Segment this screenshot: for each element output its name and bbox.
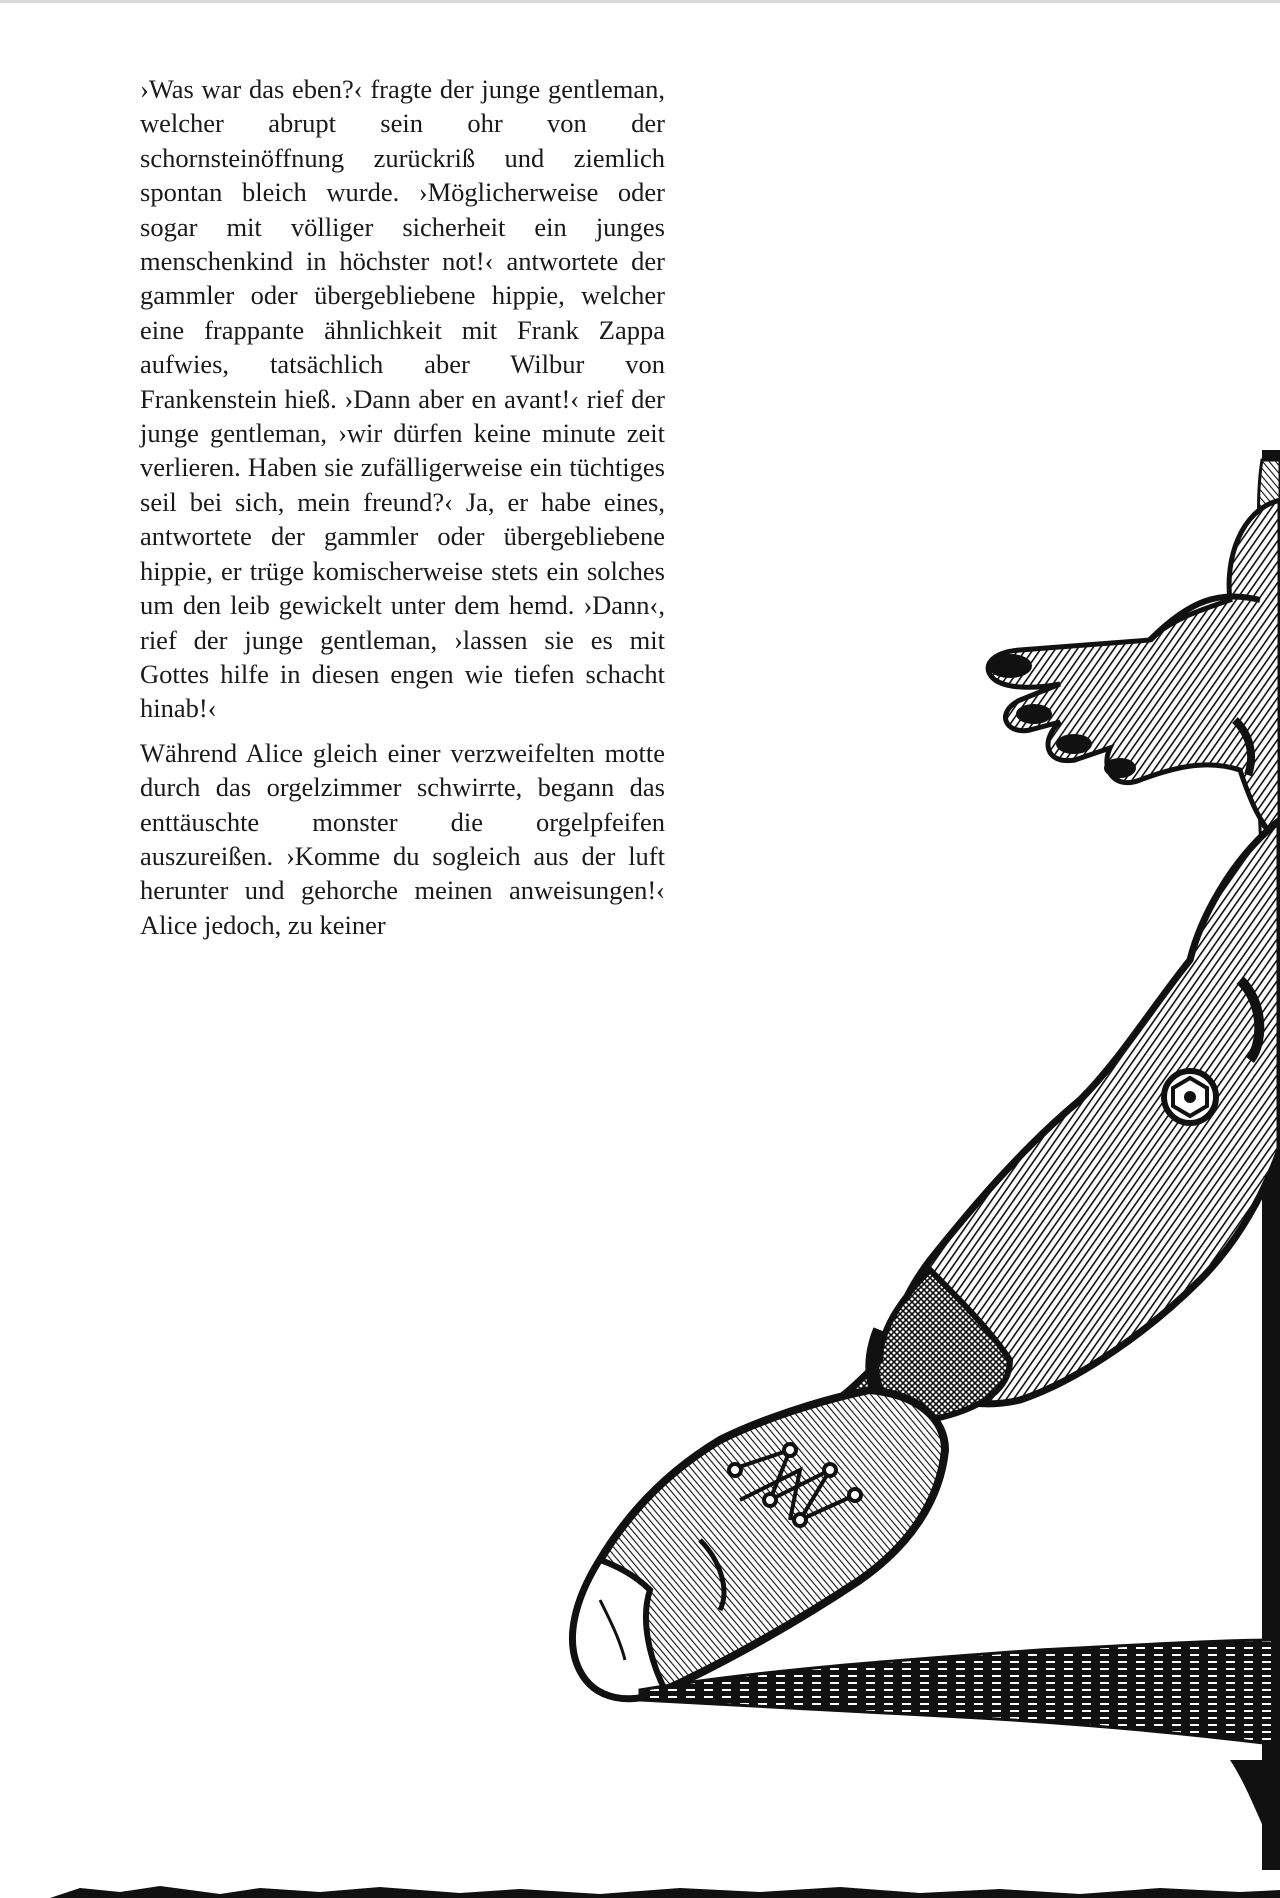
paragraph-1: ›Was war das eben?‹ fragte der junge gentleman, welcher abrupt sein ohr von der schornsteinöffnung zurückriß und ziemlich spontan bleich wurde. ›Möglicherweise oder sogar mit völliger sicherheit ein junges menschenkind in höchster not!‹ antwortete der gammler oder übergebliebene hippie, welcher eine frappante ähnlichkeit mit Frank Zappa aufwies, tatsächlich aber Wilbur von Frankenstein hieß. ›Dann aber en avant!‹ rief der junge gentleman, ›wir dürfen keine minute zeit verlieren. Haben sie zufälligerweise ein tüchtiges seil bei sich, mein freund?‹ Ja, er habe eines, antwortete der gammler oder übergebliebene hippie, er trüge komischerweise stets ein solches um den leib gewickelt unter dem hemd. ›Dann‹, rief der junge gentleman, ›lassen sie es mit Gottes hilfe in diesen engen wie tiefen schacht hinab!‹: [140, 74, 665, 724]
bottom-edge-artwork: [0, 1880, 1280, 1898]
page-top-edge: [0, 0, 1280, 3]
monster-leg-illustration: [540, 440, 1280, 1880]
paragraph-2: Während Alice gleich einer verzweifelten motte durch das orgelzimmer schwirrte, begann das enttäuschte monster die orgelpfeifen auszureißen. ›Komme du sogleich aus der luft herunter und gehorche meinen anweisungen!‹ Alice jedoch, zu keiner: [140, 737, 665, 940]
